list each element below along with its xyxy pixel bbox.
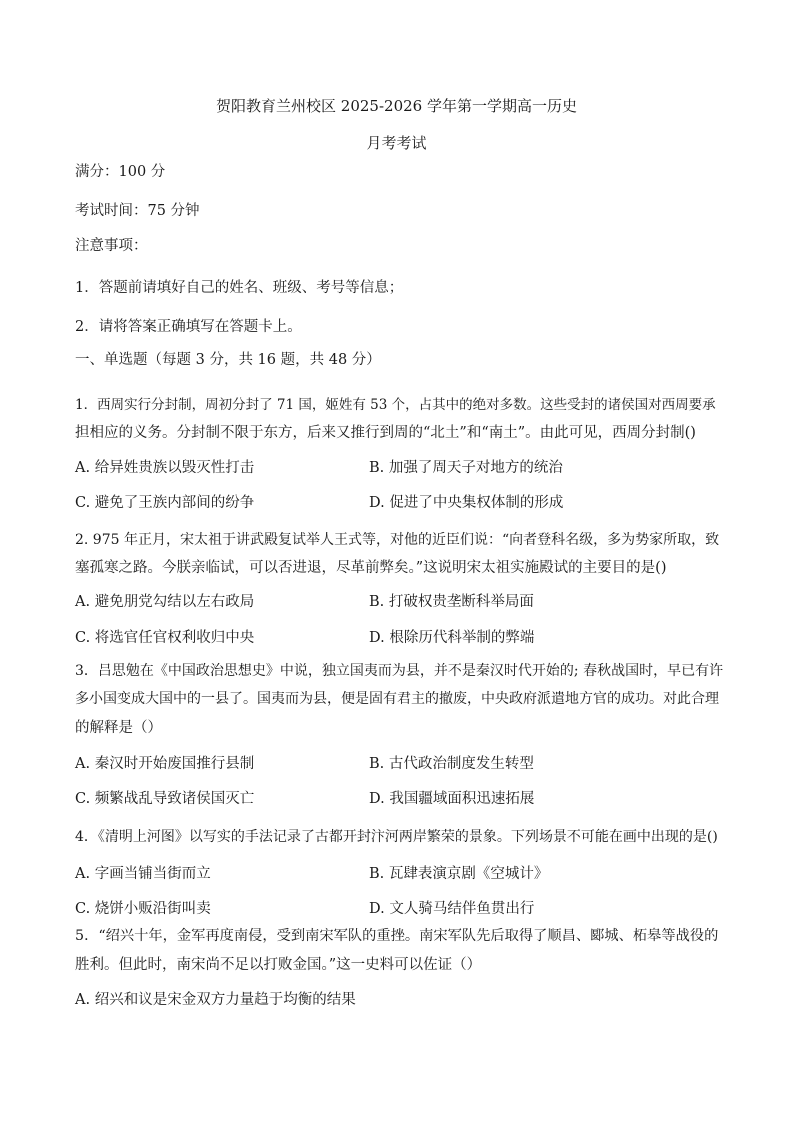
question-3-option-d: D. 我国疆域面积迅速拓展 [369, 791, 535, 807]
question-2-line-2: 塞孤寒之路。今朕亲临试，可以否进退，尽革前弊矣。”这说明宋太祖实施殿试的主要目的是() [75, 560, 667, 576]
question-4-option-c: C. 烧饼小贩沿街叫卖 [75, 901, 211, 917]
question-3-option-c: C. 频繁战乱导致诸侯国灭亡 [75, 791, 255, 807]
question-2-option-d: D. 根除历代科举制的弊端 [369, 630, 535, 646]
exam-time: 考试时间：75 分钟 [75, 203, 200, 219]
page-title: 贺阳教育兰州校区 2025-2026 学年第一学期高一历史 [216, 97, 577, 115]
question-4-option-b: B. 瓦肆表演京剧《空城计》 [369, 866, 549, 882]
question-4-option-a: A. 字画当铺当街而立 [75, 866, 211, 882]
question-4-line-1: 4．《清明上河图》以写实的手法记录了古都开封汴河两岸繁荣的景象。下列场景不可能在画中出现的是() [75, 829, 718, 845]
question-3-line-3: 的解释是（） [75, 720, 162, 736]
question-3-option-a: A. 秦汉时开始废国推行县制 [75, 756, 255, 772]
question-3-line-1: 3．吕思勉在《中国政治思想史》中说，独立国夷而为县，并不是秦汉时代开始的; 春秋战国时，早已有许 [75, 663, 724, 679]
question-4-option-d: D. 文人骑马结伴鱼贯出行 [369, 901, 535, 917]
question-2-option-a: A. 避免朋党勾结以左右政局 [75, 594, 255, 610]
question-5-option-a: A. 绍兴和议是宋金双方力量趋于均衡的结果 [75, 992, 356, 1008]
question-1-option-a: A. 给异姓贵族以毁灭性打击 [75, 460, 255, 476]
question-1-line-1: 1．西周实行分封制，周初分封了 71 国，姬姓有 53 个，占其中的绝对多数。这些受封的诸侯国对西周要承 [75, 397, 716, 413]
note-2: 2．请将答案正确填写在答题卡上。 [75, 319, 302, 335]
question-3-line-2: 多小国变成大国中的一县了。国夷而为县，便是固有君主的撤废，中央政府派遣地方官的成功。对此合理 [75, 691, 719, 707]
question-1-option-b: B. 加强了周天子对地方的统治 [369, 460, 563, 476]
question-5-line-2: 胜利。但此时，南宋尚不足以打败金国。”这一史料可以佐证（） [75, 957, 482, 973]
notes-heading: 注意事项： [75, 238, 148, 254]
page-subtitle: 月考考试 [366, 134, 427, 152]
question-2-option-b: B. 打破权贵垄断科举局面 [369, 594, 534, 610]
section-heading: 一、单选题（每题 3 分，共 16 题，共 48 分） [75, 352, 381, 368]
question-2-line-1: 2. 975 年正月，宋太祖于讲武殿复试举人王式等，对他的近臣们说：“向者登科名级，多为势家所取，致 [75, 532, 720, 548]
question-5-line-1: 5．“绍兴十年，金军再度南侵，受到南宋军队的重挫。南宋军队先后取得了顺昌、郾城、柘皋等战役的 [75, 928, 719, 944]
note-1: 1．答题前请填好自己的姓名、班级、考号等信息； [75, 280, 404, 296]
question-2-option-c: C. 将选官任官权利收归中央 [75, 630, 255, 646]
question-1-option-d: D. 促进了中央集权体制的形成 [369, 495, 564, 511]
question-1-line-2: 担相应的义务。分封制不限于东方，后来又推行到周的“北土”和“南土”。由此可见，西周分封制() [75, 425, 696, 441]
question-3-option-b: B. 古代政治制度发生转型 [369, 756, 534, 772]
full-score: 满分：100 分 [75, 164, 166, 180]
question-1-option-c: C. 避免了王族内部间的纷争 [75, 495, 255, 511]
